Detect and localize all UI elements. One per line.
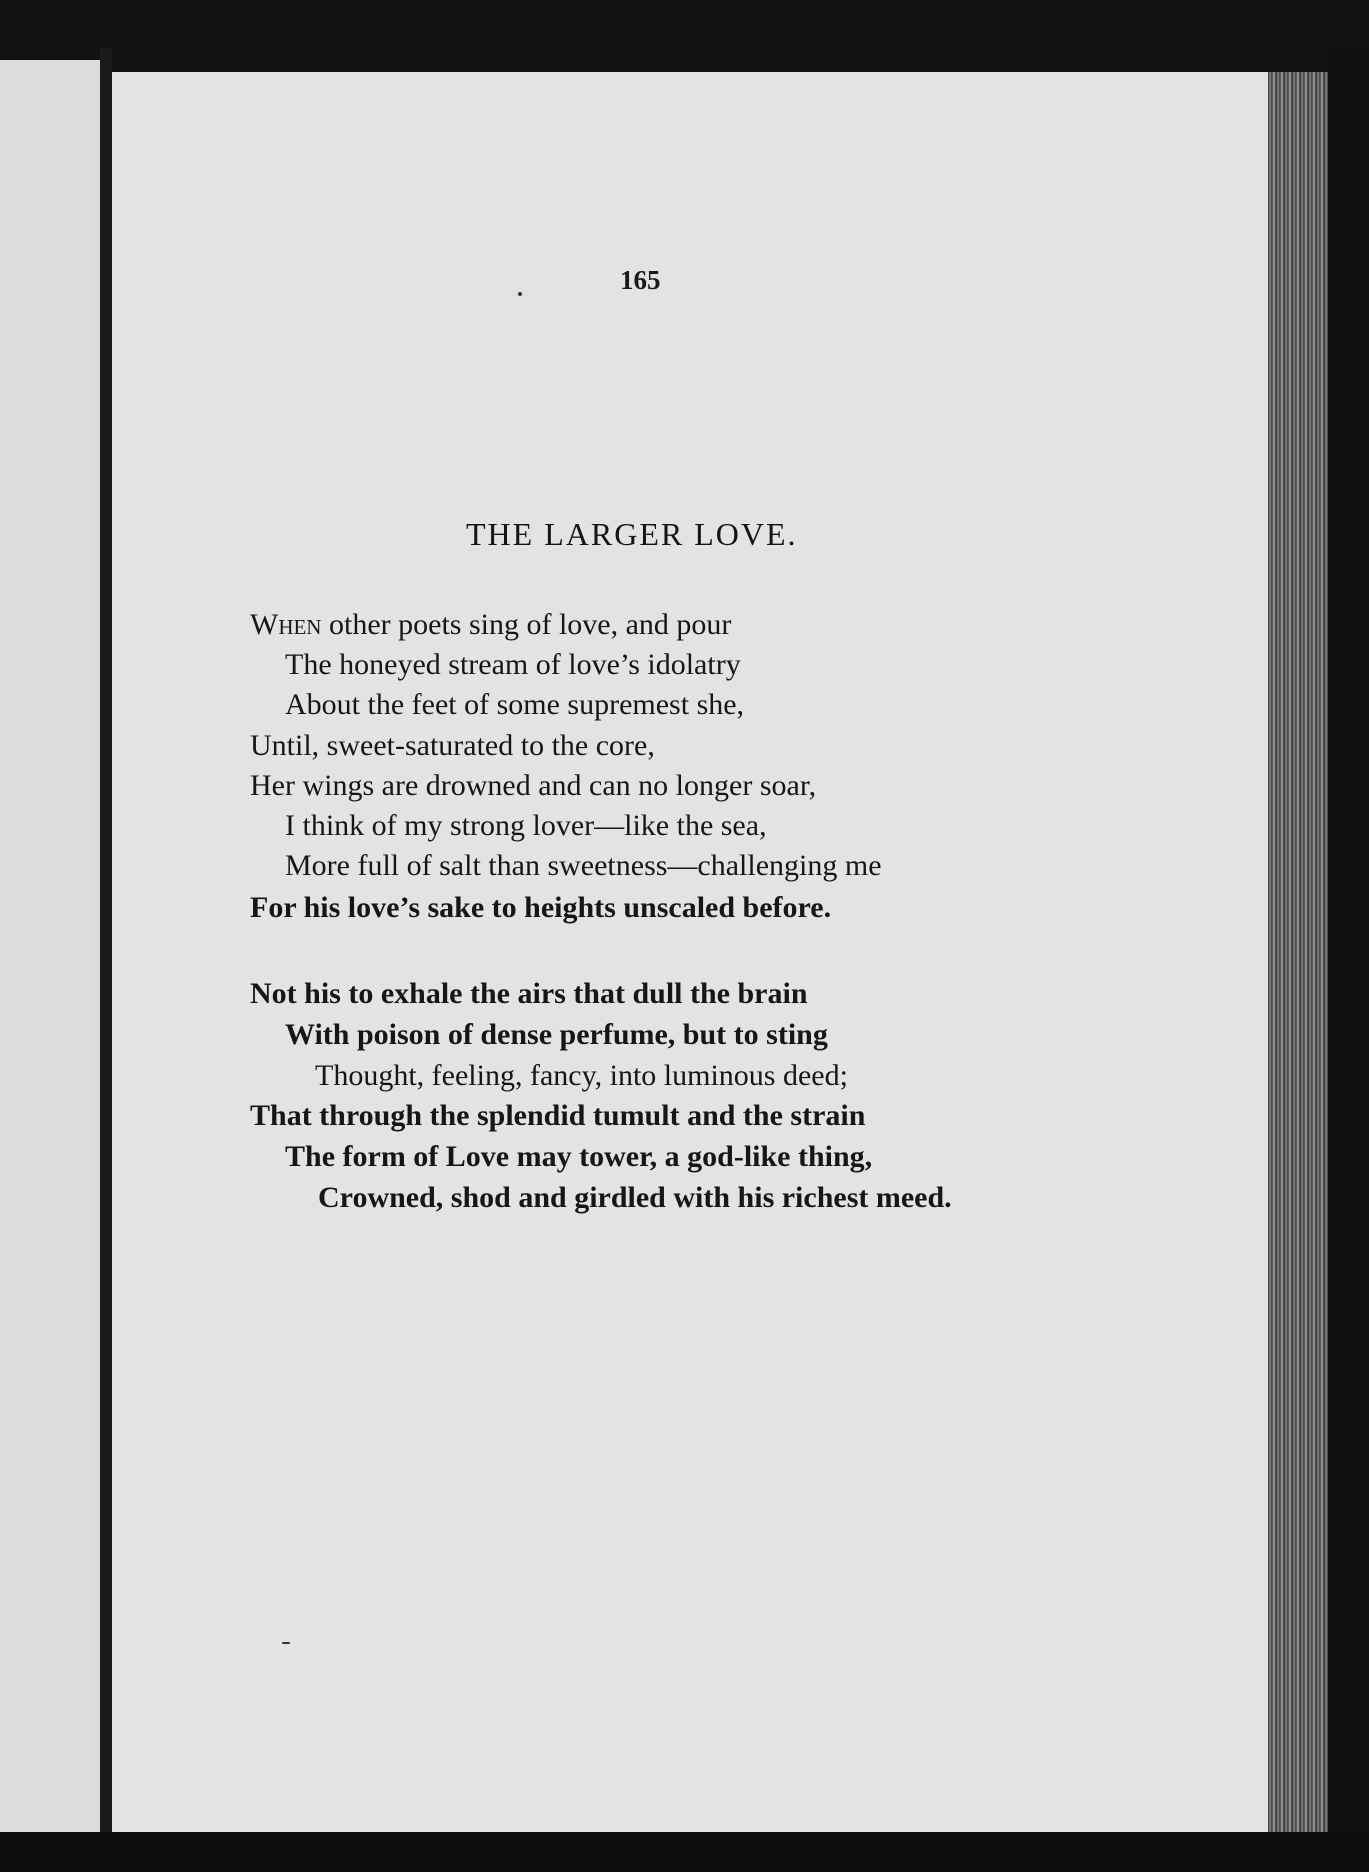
poem-line: Her wings are drowned and can no longer soar,: [250, 769, 817, 802]
poem-line: That through the splendid tumult and the strain: [250, 1099, 866, 1132]
poem-line: I think of my strong lover—like the sea,: [285, 809, 767, 842]
left-page-edge: [0, 60, 100, 1832]
poem-line: The form of Love may tower, a god-like thing,: [285, 1140, 873, 1173]
poem-line: For his love’s sake to heights unscaled before.: [250, 891, 832, 924]
page-number: 165: [620, 265, 661, 295]
poem-title: THE LARGER LOVE.: [466, 516, 798, 552]
poem-line: With poison of dense perfume, but to sting: [285, 1018, 828, 1051]
poem-line: When other poets sing of love, and pour: [250, 608, 732, 641]
poem-line: Thought, feeling, fancy, into luminous deed;: [315, 1059, 848, 1092]
poem-line: The honeyed stream of love’s idolatry: [285, 648, 741, 681]
drop-word: When: [250, 608, 322, 641]
poem-line: Crowned, shod and girdled with his richest meed.: [318, 1181, 952, 1214]
scan-border-bottom: [0, 1832, 1369, 1872]
poem-line: More full of salt than sweetness—challenging me: [285, 849, 882, 882]
scan-border-right: [1328, 48, 1369, 1848]
print-speck: [282, 1642, 290, 1644]
page-stack-edge: [1268, 72, 1328, 1842]
poem-line: Not his to exhale the airs that dull the brain: [250, 977, 808, 1010]
book-gutter: [100, 48, 112, 1848]
print-speck: [518, 292, 522, 296]
poem-line: Until, sweet-saturated to the core,: [250, 729, 655, 762]
book-page: [112, 72, 1268, 1832]
poem-line: About the feet of some supremest she,: [285, 688, 745, 721]
